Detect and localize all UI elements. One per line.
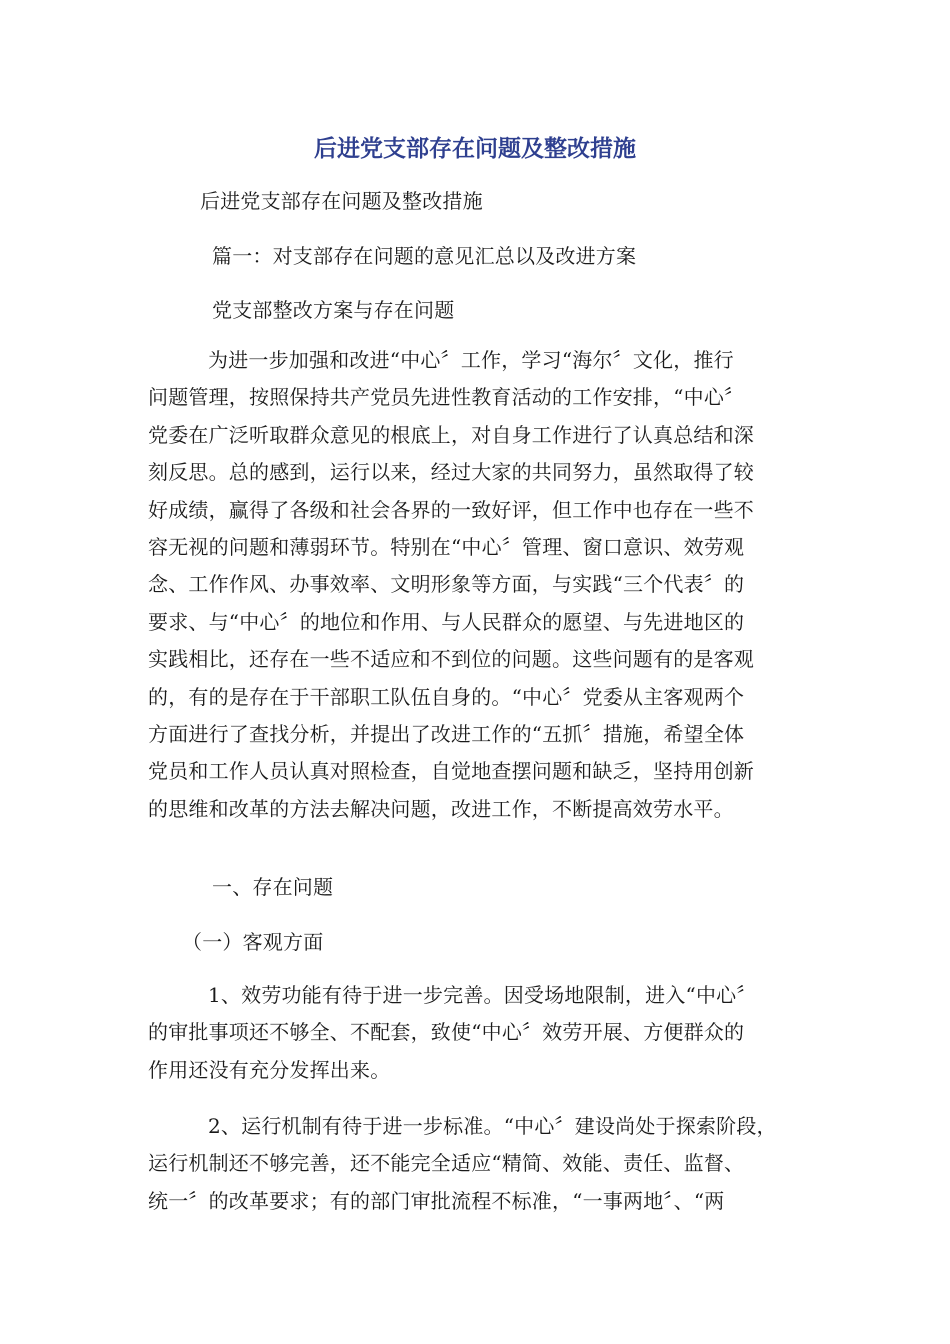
section-heading: 党支部整改方案与存在问题 — [212, 298, 455, 322]
item-1-paragraph — [148, 981, 808, 1093]
paragraph-line: 容无视的问题和薄弱环节。特别在“中心〞管理、窗口意识、效劳观 — [148, 534, 745, 559]
document-title: 后进党支部存在问题及整改措施 — [314, 136, 636, 162]
intro-paragraph — [148, 346, 808, 832]
paragraph-line: 刻反思。总的感到，运行以来，经过大家的共同努力，虽然取得了较 — [148, 460, 754, 485]
paragraph-line: 问题管理，按照保持共产党员先进性教育活动的工作安排，“中心〞 — [148, 385, 745, 410]
paragraph-line: 要求、与“中心〞的地位和作用、与人民群众的愿望、与先进地区的 — [148, 609, 745, 634]
heading-objective-aspects: （一）客观方面 — [182, 930, 324, 954]
heading-existing-problems: 一、存在问题 — [212, 875, 334, 899]
paragraph-line: 作用还没有充分发挥出来。 — [148, 1057, 391, 1082]
paragraph-line: 念、工作作风、办事效率、文明形象等方面，与实践“三个代表〞的 — [148, 572, 745, 597]
paragraph-line: 2、运行机制有待于进一步标准。“中心〞建设尚处于探索阶段， — [208, 1114, 777, 1138]
paragraph-line: 为进一步加强和改进“中心〞工作，学习“海尔〞文化，推行 — [208, 348, 734, 372]
paragraph-line: 运行机制还不够完善，还不能完全适应“精简、效能、责任、监督、 — [148, 1151, 745, 1176]
paragraph-line: 党员和工作人员认真对照检查，自觉地查摆问题和缺乏，坚持用创新 — [148, 759, 754, 784]
item-2-paragraph — [148, 1112, 808, 1224]
paragraph-line: 统一〞的改革要求；有的部门审批流程不标准，“一事两地〞、“两 — [148, 1188, 725, 1213]
subtitle-paragraph: 后进党支部存在问题及整改措施 — [200, 189, 483, 213]
paragraph-line: 的，有的是存在于干部职工队伍自身的。“中心〞党委从主客观两个 — [148, 684, 745, 709]
paragraph-line: 1、效劳功能有待于进一步完善。因受场地限制，进入“中心〞 — [208, 983, 757, 1007]
part-heading: 篇一：对支部存在问题的意见汇总以及改进方案 — [212, 244, 637, 268]
paragraph-line: 好成绩，赢得了各级和社会各界的一致好评，但工作中也存在一些不 — [148, 497, 754, 522]
paragraph-line: 的审批事项还不够全、不配套，致使“中心〞效劳开展、方便群众的 — [148, 1020, 745, 1045]
paragraph-line: 的思维和改革的方法去解决问题，改进工作，不断提高效劳水平。 — [148, 796, 734, 821]
paragraph-line: 党委在广泛听取群众意见的根底上，对自身工作进行了认真总结和深 — [148, 422, 754, 447]
paragraph-line: 方面进行了查找分析，并提出了改进工作的“五抓〞措施，希望全体 — [148, 721, 745, 746]
paragraph-line: 实践相比，还存在一些不适应和不到位的问题。这些问题有的是客观 — [148, 647, 754, 672]
